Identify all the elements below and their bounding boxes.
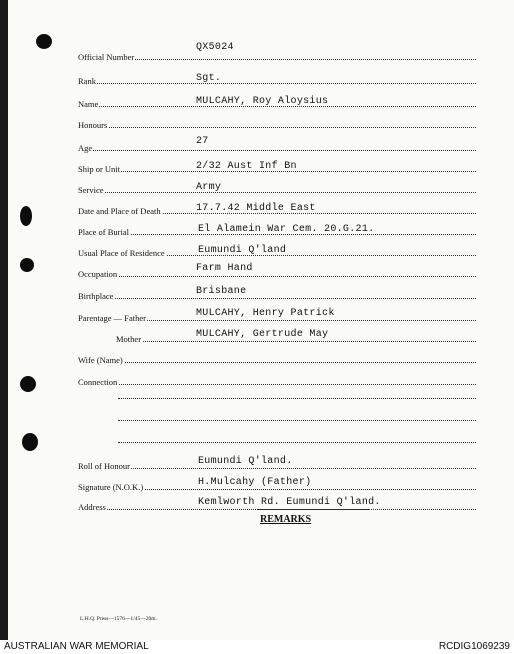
connection-line [118, 420, 476, 421]
connection-line [118, 442, 476, 443]
service-value: Army [196, 182, 222, 193]
rank-label: Rank [78, 76, 96, 86]
mother-label: Mother [116, 334, 142, 344]
remarks-heading: REMARKS [260, 514, 312, 525]
row-honours [78, 115, 476, 131]
age-label: Age [78, 143, 93, 153]
row-date-place-death [78, 201, 476, 217]
name-label: Name [78, 99, 99, 109]
row-roll-of-honour [78, 456, 476, 472]
usual-residence-value: Eumundi Q'land [198, 245, 287, 256]
punch-hole [36, 34, 52, 49]
service-label: Service [78, 185, 104, 195]
roll-of-honour-label: Roll of Honour [78, 461, 130, 471]
row-father [78, 308, 476, 324]
ship-or-unit-label: Ship or Unit [78, 164, 121, 174]
birthplace-label: Birthplace [78, 291, 114, 301]
rank-value: Sgt. [196, 73, 222, 84]
address-label: Address [78, 502, 106, 512]
row-official-number [78, 42, 476, 63]
row-wife [78, 350, 476, 366]
age-value: 27 [196, 136, 209, 147]
address-value: Kemlworth Rd. Eumundi Q'land. [198, 497, 381, 508]
wife-label: Wife (Name) [78, 355, 123, 365]
row-age [78, 138, 476, 154]
official-number-label: Official Number [78, 52, 135, 62]
official-number-value: QX5024 [196, 42, 234, 53]
row-mother [116, 329, 476, 345]
punch-hole [20, 258, 34, 272]
row-rank [78, 71, 476, 87]
mother-value: MULCAHY, Gertrude May [196, 329, 329, 340]
punch-hole [20, 206, 32, 226]
roll-of-honour-value: Eumundi Q'land. [198, 456, 293, 467]
occupation-value: Farm Hand [196, 263, 253, 274]
date-place-death-value: 17.7.42 Middle East [196, 203, 316, 214]
record-id: RCDIG1069239 [438, 641, 510, 652]
row-signature [78, 477, 476, 493]
occupation-label: Occupation [78, 269, 118, 279]
ship-or-unit-value: 2/32 Aust Inf Bn [196, 161, 297, 172]
date-place-death-label: Date and Place of Death [78, 206, 161, 216]
print-code: L.H.Q. Press—1576—1/45—20m. [80, 616, 157, 622]
row-ship-or-unit [78, 159, 476, 175]
row-occupation [78, 264, 476, 280]
connection-label: Connection [78, 377, 118, 387]
scan-edge [0, 0, 8, 640]
father-value: MULCAHY, Henry Patrick [196, 308, 335, 319]
punch-hole [20, 376, 36, 392]
place-of-burial-value: El Alamein War Cem. 20.G.21. [198, 224, 375, 235]
archive-footer [0, 640, 514, 654]
honours-label: Honours [78, 120, 108, 130]
row-place-of-burial [78, 222, 476, 238]
row-address [78, 497, 476, 513]
connection-line [118, 398, 476, 399]
birthplace-value: Brisbane [196, 286, 247, 297]
name-value: MULCAHY, Roy Aloysius [196, 96, 329, 107]
row-service [78, 180, 476, 196]
father-label: Parentage — Father [78, 313, 146, 323]
punch-hole [22, 433, 38, 451]
row-usual-residence [78, 243, 476, 259]
archive-name: AUSTRALIAN WAR MEMORIAL [4, 641, 149, 652]
row-name [78, 94, 476, 110]
signature-label: Signature (N.O.K.) [78, 482, 144, 492]
row-connection [78, 372, 476, 388]
place-of-burial-label: Place of Burial [78, 227, 129, 237]
usual-residence-label: Usual Place of Residence [78, 248, 165, 258]
signature-value: H.Mulcahy (Father) [198, 477, 312, 488]
row-birthplace [78, 286, 476, 302]
